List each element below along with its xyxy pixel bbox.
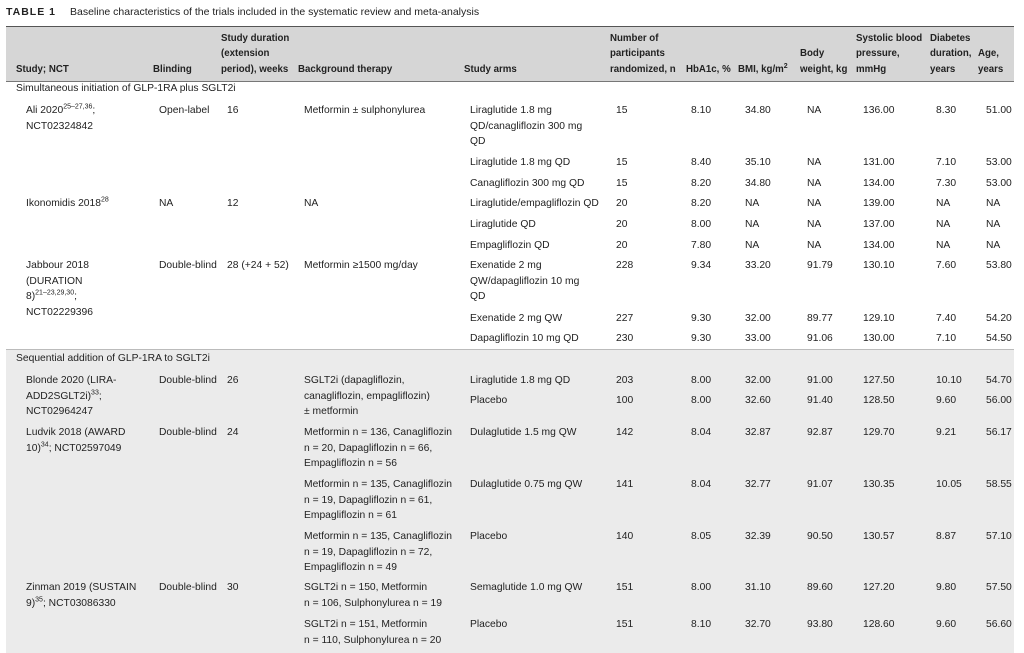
cell-weight: NA [807,240,822,251]
table-label: TABLE 1 [6,6,56,18]
cell-bmi: 33.20 [745,260,771,271]
header-arms: Study arms [464,63,517,75]
cell-blinding: Open-label [159,105,210,116]
cell-age: 56.17 [986,427,1012,438]
cell-arms: Dulaglutide 1.5 mg QW [470,427,577,438]
cell-weight: 91.00 [807,375,833,386]
cell-hba1c: 8.10 [691,619,712,630]
cell-blinding: NA [159,198,174,209]
cell-diab: 9.80 [936,582,957,593]
cell-age: 53.00 [986,178,1012,189]
cell-duration: 28 (+24 + 52) [227,260,289,271]
cell-sbp: 134.00 [863,178,895,189]
cell-sbp: 137.00 [863,219,895,230]
cell-study [26,425,125,456]
cell-diab: 7.30 [936,178,957,189]
header-participants: Number of participants randomized, n [610,32,676,75]
header-study: Study; NCT [16,63,69,75]
cell-bmi: 32.00 [745,375,771,386]
table-row [6,311,1014,324]
cell-background: SGLT2i n = 150, Metformin n = 106, Sulphonylurea n = 19 [304,582,442,609]
header-age: Age, years [978,48,1004,75]
cell-arms: Liraglutide QD [470,219,536,230]
cell-arms: Placebo [470,531,508,542]
table-row [6,103,1014,147]
cell-arms: Liraglutide 1.8 mg QD [470,375,571,386]
header-diabetes-duration: Diabetes duration, years [930,32,972,75]
cell-study [26,373,116,420]
cell-background: SGLT2i n = 151, Metformin n = 110, Sulphonylurea n = 20 [304,619,442,646]
cell-arms: Placebo [470,619,508,630]
cell-n: 15 [616,178,628,189]
cell-age: NA [986,219,1001,230]
cell-age: 51.00 [986,105,1012,116]
cell-diab: 8.30 [936,105,957,116]
cell-age: 54.50 [986,333,1012,344]
cell-hba1c: 8.04 [691,479,712,490]
cell-age: 56.60 [986,619,1012,630]
cell-diab: NA [936,198,951,209]
header-bmi-sup: 2 [783,62,788,70]
study-name: Jabbour 2018 (DURATION 8) [26,260,89,302]
cell-arms: Semaglutide 1.0 mg QW [470,582,583,593]
cell-diab: 7.40 [936,313,957,324]
cell-blinding: Double-blind [159,375,217,386]
cell-hba1c: 8.00 [691,582,712,593]
cell-arms: Empagliflozin QD [470,240,550,251]
cell-n: 20 [616,198,628,209]
table-row [6,176,1014,189]
cell-age: 57.50 [986,582,1012,593]
cell-hba1c: 9.30 [691,333,712,344]
study-reference: 25–27,36 [63,103,93,111]
cell-diab: 10.10 [936,375,962,386]
cell-weight: 92.87 [807,427,833,438]
cell-sbp: 127.50 [863,375,895,386]
cell-arms: Liraglutide 1.8 mg QD/canagliflozin 300 mg QD [470,105,583,147]
study-nct: ; NCT03086330 [42,597,116,609]
cell-n: 100 [616,395,634,406]
cell-background: Metformin n = 135, Canagliflozin n = 19, Dapagliflozin n = 61, Empagliflozin n = 61 [304,479,452,521]
table-row [6,155,1014,168]
study-reference: 33 [91,389,99,397]
cell-bmi: 32.60 [745,395,771,406]
cell-weight: 91.07 [807,479,833,490]
cell-diab: 10.05 [936,479,962,490]
cell-diab: 9.21 [936,427,957,438]
table-row [6,196,1014,209]
cell-hba1c: 8.00 [691,395,712,406]
table-row [6,529,1014,573]
cell-bmi: 35.10 [745,157,771,168]
cell-weight: 89.77 [807,313,833,324]
study-nct: ; NCT02597049 [48,442,122,454]
cell-hba1c: 8.20 [691,178,712,189]
cell-background: Metformin n = 135, Canagliflozin n = 19, Dapagliflozin n = 72, Empagliflozin n = 49 [304,531,452,573]
table-row [6,238,1014,251]
cell-sbp: 136.00 [863,105,895,116]
cell-hba1c: 8.00 [691,219,712,230]
cell-diab: 7.10 [936,333,957,344]
section-simultaneous: Simultaneous initiation of GLP-1RA plus SGLT2i [16,83,236,94]
study-reference: 34 [40,441,49,449]
cell-weight: 91.40 [807,395,833,406]
cell-diab: 9.60 [936,619,957,630]
cell-arms: Liraglutide/empagliflozin QD [470,198,599,209]
study-name: Ikonomidis 2018 [26,198,101,209]
cell-arms: Liraglutide 1.8 mg QD [470,157,571,168]
study-nct: ; NCT02229396 [26,291,93,318]
cell-age: 54.20 [986,313,1012,324]
cell-weight: 93.80 [807,619,833,630]
cell-sbp: 128.60 [863,619,895,630]
cell-age: 53.80 [986,260,1012,271]
cell-n: 151 [616,582,634,593]
cell-hba1c: 8.00 [691,375,712,386]
cell-duration: 16 [227,105,239,116]
cell-bmi: 32.00 [745,313,771,324]
cell-blinding: Double-blind [159,427,217,438]
cell-n: 141 [616,479,634,490]
cell-weight: NA [807,198,822,209]
cell-n: 230 [616,333,634,344]
cell-study [26,196,109,212]
cell-blinding: Double-blind [159,582,217,593]
cell-background: Metformin ± sulphonylurea [304,105,426,116]
cell-weight: NA [807,219,822,230]
study-name: Ludvik 2018 (AWARD 10) [26,427,126,454]
cell-hba1c: 8.20 [691,198,712,209]
cell-bmi: 31.10 [745,582,771,593]
cell-sbp: 131.00 [863,157,895,168]
cell-age: NA [986,198,1001,209]
cell-sbp: 129.70 [863,427,895,438]
cell-n: 15 [616,105,628,116]
cell-hba1c: 8.40 [691,157,712,168]
cell-bmi: 32.39 [745,531,771,542]
header-bmi-text: BMI, kg/m [738,63,784,75]
header-bmi [738,62,788,78]
study-reference: 35 [35,596,43,604]
section-sequential: Sequential addition of GLP-1RA to SGLT2i [16,353,210,364]
cell-weight: NA [807,157,822,168]
cell-n: 15 [616,157,628,168]
header-weight: Body weight, kg [800,48,848,75]
cell-background: NA [304,198,319,209]
study-nct: ; NCT02964247 [26,390,102,417]
cell-duration: 26 [227,375,239,386]
cell-sbp: 127.20 [863,582,895,593]
cell-weight: NA [807,178,822,189]
cell-weight: NA [807,105,822,116]
cell-blinding: Double-blind [159,260,217,271]
study-reference: 28 [100,196,109,204]
cell-n: 20 [616,240,628,251]
cell-sbp: 130.10 [863,260,895,271]
cell-sbp: 129.10 [863,313,895,324]
cell-weight: 90.50 [807,531,833,542]
cell-sbp: 130.57 [863,531,895,542]
cell-hba1c: 7.80 [691,240,712,251]
cell-diab: NA [936,240,951,251]
header-duration: Study duration (extension period), weeks [221,32,290,75]
cell-hba1c: 9.34 [691,260,712,271]
table-row [6,331,1014,344]
cell-age: 53.00 [986,157,1012,168]
table-header [6,26,1014,82]
cell-age: 56.00 [986,395,1012,406]
study-reference: 21–23,29,30 [35,289,75,297]
cell-bmi: NA [745,240,760,251]
cell-weight: 89.60 [807,582,833,593]
table-row [6,258,1014,318]
cell-hba1c: 8.04 [691,427,712,438]
cell-n: 20 [616,219,628,230]
cell-background: Metformin ≥1500 mg/day [304,260,418,271]
cell-weight: 91.79 [807,260,833,271]
study-name: Zinman 2019 (SUSTAIN 9) [26,582,137,609]
cell-diab: 7.60 [936,260,957,271]
cell-bmi: NA [745,198,760,209]
study-nct: ; NCT02324842 [26,105,96,132]
cell-sbp: 128.50 [863,395,895,406]
cell-sbp: 134.00 [863,240,895,251]
study-name: Blonde 2020 (LIRA- ADD2SGLT2i) [26,375,117,402]
cell-bmi: 32.77 [745,479,771,490]
cell-sbp: 130.00 [863,333,895,344]
table-caption [6,6,479,18]
header-hba1c: HbA1c, % [686,63,731,75]
table-row [6,617,1014,646]
cell-hba1c: 8.05 [691,531,712,542]
cell-age: 54.70 [986,375,1012,386]
cell-study [26,580,136,611]
cell-n: 142 [616,427,634,438]
cell-age: 57.10 [986,531,1012,542]
cell-diab: NA [936,219,951,230]
cell-n: 151 [616,619,634,630]
cell-background: SGLT2i (dapagliflozin, canagliflozin, empagliflozin) ± metformin [304,375,430,417]
cell-n: 227 [616,313,634,324]
cell-sbp: 130.35 [863,479,895,490]
header-sbp: Systolic blood pressure, mmHg [856,32,923,75]
table-row [6,217,1014,230]
cell-n: 228 [616,260,634,271]
cell-arms: Canagliflozin 300 mg QD [470,178,585,189]
cell-bmi: 34.80 [745,178,771,189]
cell-arms: Exenatide 2 mg QW/dapagliflozin 10 mg QD [470,260,580,302]
cell-study [26,103,95,134]
cell-arms: Exenatide 2 mg QW [470,313,563,324]
cell-arms: Dulaglutide 0.75 mg QW [470,479,583,490]
cell-sbp: 139.00 [863,198,895,209]
cell-arms: Dapagliflozin 10 mg QD [470,333,579,344]
cell-background: Metformin n = 136, Canagliflozin n = 20, Dapagliflozin n = 66, Empagliflozin n = 56 [304,427,452,469]
cell-diab: 9.60 [936,395,957,406]
cell-n: 203 [616,375,634,386]
cell-duration: 30 [227,582,239,593]
cell-diab: 7.10 [936,157,957,168]
table-row [6,477,1014,521]
cell-duration: 12 [227,198,239,209]
table-title: Baseline characteristics of the trials included in the systematic review and meta-analysis [69,6,480,18]
header-background: Background therapy [298,63,393,75]
cell-bmi: 34.80 [745,105,771,116]
cell-bmi: 32.87 [745,427,771,438]
cell-age: 58.55 [986,479,1012,490]
cell-diab: 8.87 [936,531,957,542]
header-blinding: Blinding [153,63,192,75]
table-row [6,580,1014,609]
cell-n: 140 [616,531,634,542]
cell-hba1c: 9.30 [691,313,712,324]
table-row [6,425,1014,469]
cell-bmi: NA [745,219,760,230]
cell-duration: 24 [227,427,239,438]
cell-arms: Placebo [470,395,508,406]
cell-bmi: 33.00 [745,333,771,344]
cell-weight: 91.06 [807,333,833,344]
cell-bmi: 32.70 [745,619,771,630]
cell-hba1c: 8.10 [691,105,712,116]
study-name: Ali 2020 [26,105,64,116]
cell-age: NA [986,240,1001,251]
